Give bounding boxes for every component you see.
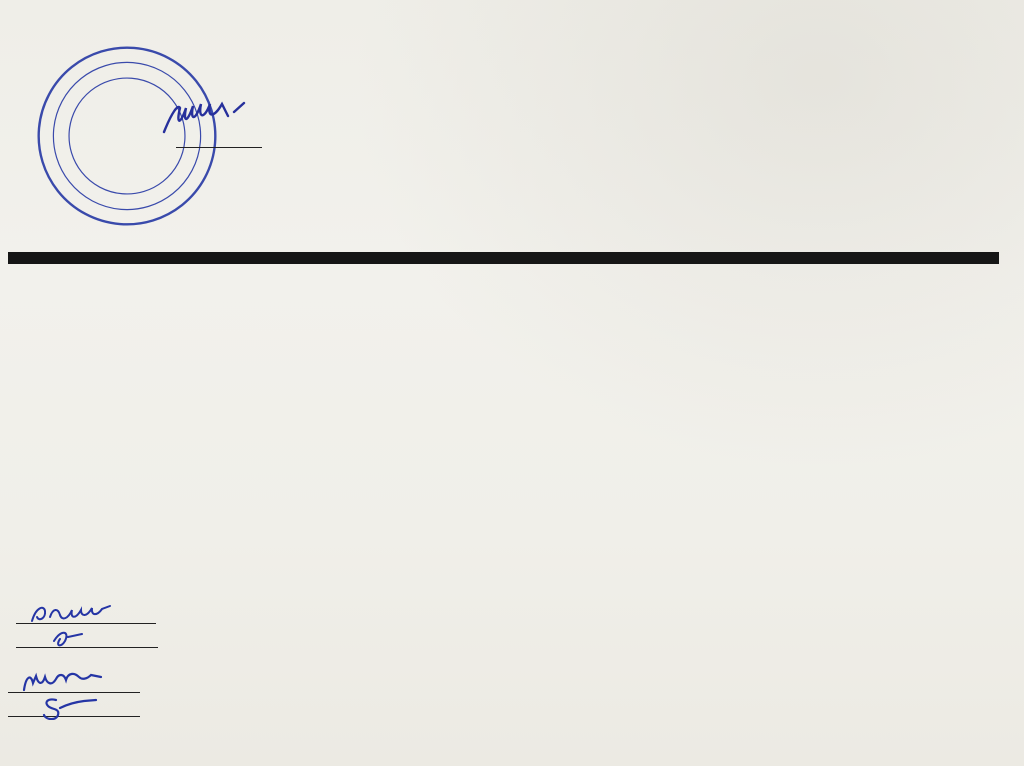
responsible-line bbox=[10, 628, 166, 648]
menu-table bbox=[8, 252, 999, 264]
commission-member-line bbox=[8, 673, 150, 693]
commission-signature-line-1 bbox=[8, 675, 140, 693]
cook-signature-line bbox=[16, 606, 156, 624]
commission-signature-scribble-2 bbox=[18, 694, 108, 720]
cook-line bbox=[10, 604, 164, 624]
cook-signature-scribble bbox=[26, 601, 136, 627]
responsible-signature-line bbox=[16, 630, 158, 648]
commission-member-line bbox=[8, 697, 150, 717]
responsible-signature-scribble bbox=[26, 627, 96, 651]
commission-signature-scribble-1 bbox=[18, 668, 128, 696]
menu-table-lunch-section bbox=[8, 258, 999, 264]
director-signature-scribble bbox=[158, 98, 258, 140]
commission-signature-line-2 bbox=[8, 699, 140, 717]
